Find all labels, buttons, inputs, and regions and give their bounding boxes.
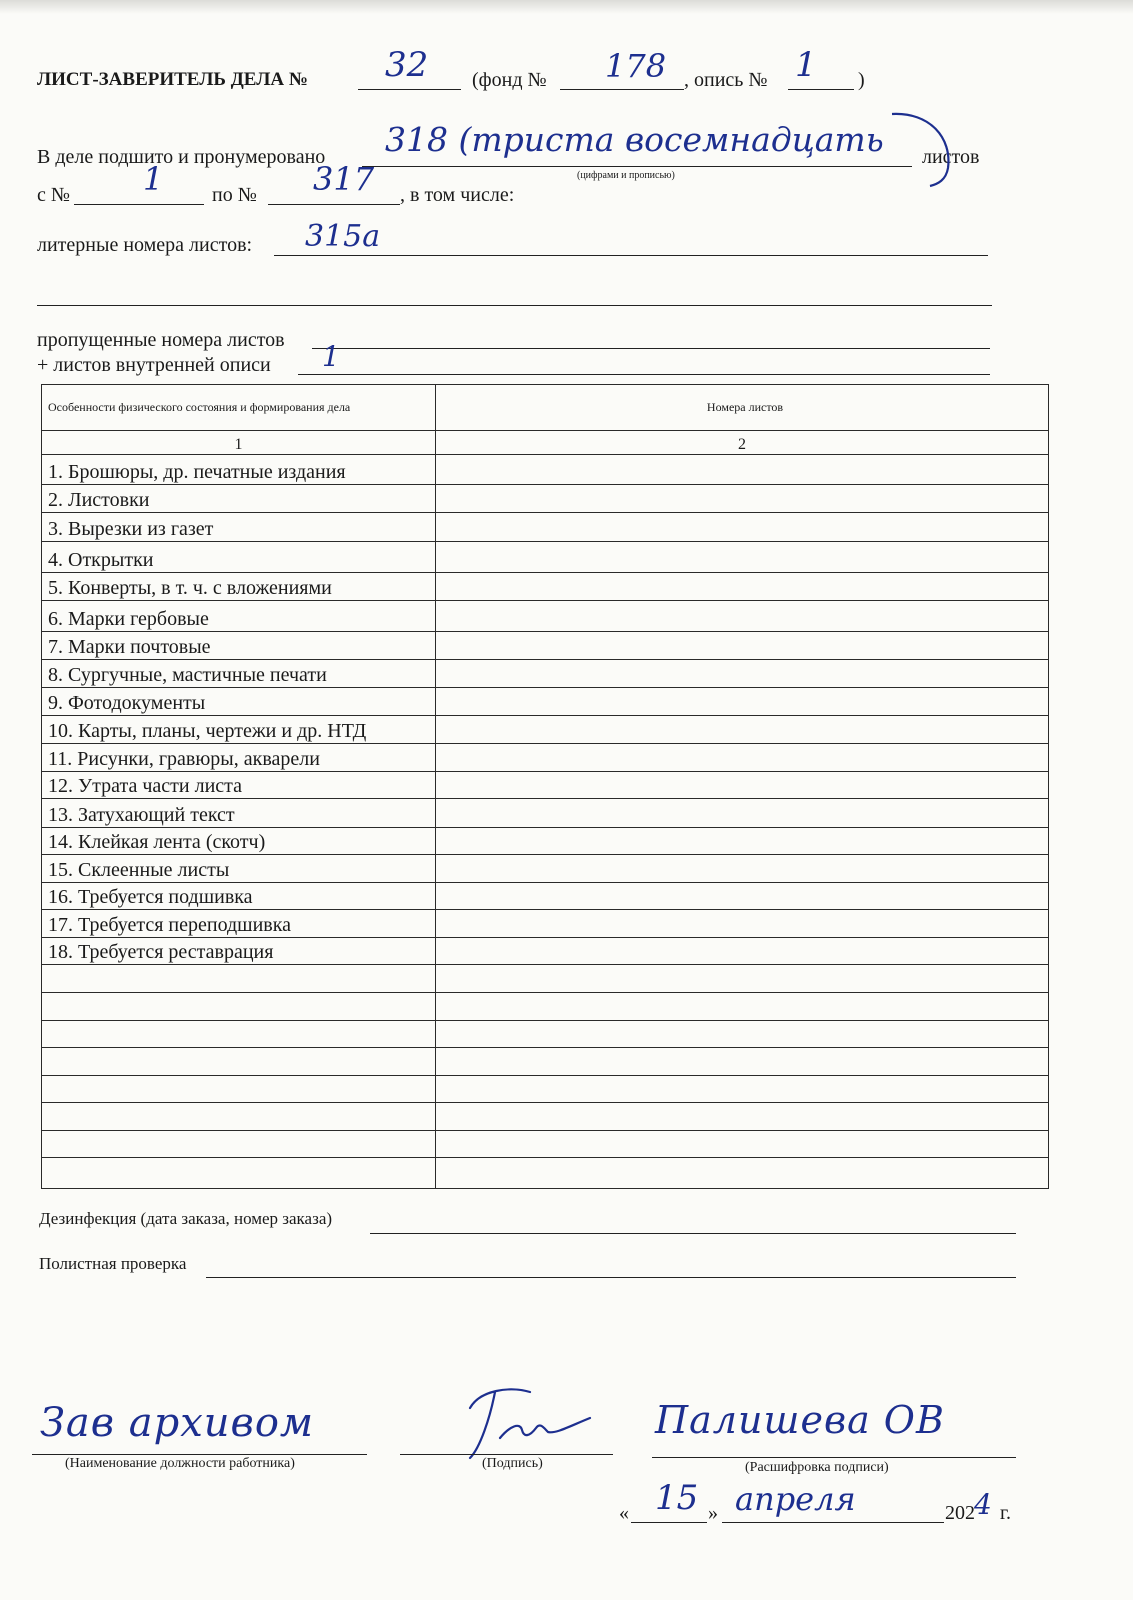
row-value xyxy=(436,601,1049,632)
col1-header: Особенности физического состояния и формирования дела xyxy=(42,385,436,431)
table-row xyxy=(42,771,1049,799)
sheets-suffix: листов xyxy=(922,146,980,168)
day-line xyxy=(631,1522,707,1523)
signature-line xyxy=(400,1454,613,1455)
row-label: 8. Сургучные, мастичные печати xyxy=(42,660,436,688)
row-label: 18. Требуется реставрация xyxy=(42,937,436,965)
row-value xyxy=(436,910,1049,938)
row-value xyxy=(436,855,1049,883)
letter-numbers-label: литерные номера листов: xyxy=(37,234,253,256)
table-row xyxy=(42,601,1049,632)
table-empty-row xyxy=(42,1020,1049,1048)
row-label: 14. Клейкая лента (скотч) xyxy=(42,827,436,855)
date-year-prefix: 202 xyxy=(945,1502,975,1524)
row-label: 12. Утрата части листа xyxy=(42,771,436,799)
letter-numbers-value: 315а xyxy=(305,219,381,254)
condition-table xyxy=(41,384,1049,1189)
sheets-count-line xyxy=(362,166,912,167)
col2-number: 2 xyxy=(436,430,1049,454)
table-row xyxy=(42,660,1049,688)
date-close-quote: » xyxy=(708,1502,718,1524)
name-handwritten: Палишева ОВ xyxy=(655,1398,945,1442)
empty-cell xyxy=(436,1020,1049,1048)
row-value xyxy=(436,512,1049,542)
table-empty-row xyxy=(42,1048,1049,1076)
fond-number-value: 178 xyxy=(605,47,667,85)
table-row xyxy=(42,631,1049,660)
row-value xyxy=(436,771,1049,799)
row-label: 4. Открытки xyxy=(42,542,436,573)
table-number-row xyxy=(42,430,1049,454)
sheets-label: В деле подшито и пронумеровано xyxy=(37,146,326,168)
empty-cell xyxy=(436,1103,1049,1131)
empty-cell xyxy=(42,1048,436,1076)
row-value xyxy=(436,484,1049,512)
opis-number-line xyxy=(788,89,854,90)
row-label: 9. Фотодокументы xyxy=(42,687,436,715)
row-value xyxy=(436,827,1049,855)
inner-inventory-label: + листов внутренней описи xyxy=(37,354,271,376)
row-label: 1. Брошюры, др. печатные издания xyxy=(42,455,436,485)
missing-line xyxy=(312,348,990,349)
row-value xyxy=(436,715,1049,744)
row-label: 15. Склеенные листы xyxy=(42,855,436,883)
to-line xyxy=(268,204,400,205)
row-label: 3. Вырезки из газет xyxy=(42,512,436,542)
case-number-value: 32 xyxy=(385,45,429,85)
row-label: 5. Конверты, в т. ч. с вложениями xyxy=(42,572,436,601)
empty-cell xyxy=(436,993,1049,1021)
row-label: 13. Затухающий текст xyxy=(42,799,436,828)
incl-label: , в том числе: xyxy=(400,184,515,206)
empty-cell xyxy=(436,965,1049,993)
empty-cell xyxy=(436,1130,1049,1158)
row-label: 11. Рисунки, гравюры, акварели xyxy=(42,744,436,772)
from-label: с № xyxy=(37,184,70,206)
from-number-value: 1 xyxy=(143,160,164,198)
date-day: 15 xyxy=(655,1478,699,1518)
date-month: апреля xyxy=(735,1480,856,1518)
table-row xyxy=(42,799,1049,828)
row-label: 6. Марки гербовые xyxy=(42,601,436,632)
table-empty-row xyxy=(42,1130,1049,1158)
col1-number: 1 xyxy=(42,430,436,454)
table-empty-row xyxy=(42,1103,1049,1131)
empty-cell xyxy=(42,1103,436,1131)
row-label: 10. Карты, планы, чертежи и др. НТД xyxy=(42,715,436,744)
row-label: 16. Требуется подшивка xyxy=(42,882,436,910)
letter-numbers-line xyxy=(274,255,988,256)
empty-cell xyxy=(42,1130,436,1158)
opis-number-value: 1 xyxy=(795,45,817,85)
row-label: 17. Требуется переподшивка xyxy=(42,910,436,938)
row-value xyxy=(436,631,1049,660)
date-year-digit: 4 xyxy=(974,1488,992,1521)
table-empty-row xyxy=(42,993,1049,1021)
table-row xyxy=(42,512,1049,542)
from-line xyxy=(74,204,204,205)
to-number-value: 317 xyxy=(313,160,375,198)
row-value xyxy=(436,882,1049,910)
table-row xyxy=(42,687,1049,715)
table-header-row xyxy=(42,385,1049,431)
title-close-paren: ) xyxy=(858,69,865,91)
empty-cell xyxy=(42,1020,436,1048)
position-handwritten: Зав архивом xyxy=(40,1400,315,1446)
date-suffix: г. xyxy=(1000,1502,1011,1524)
table-empty-row xyxy=(42,1075,1049,1103)
table-row xyxy=(42,484,1049,512)
scan-edge-shadow xyxy=(0,0,1133,14)
row-value xyxy=(436,744,1049,772)
table-row xyxy=(42,910,1049,938)
disinfection-label: Дезинфекция (дата заказа, номер заказа) xyxy=(39,1209,333,1228)
check-label: Полистная проверка xyxy=(39,1254,187,1273)
document-title: ЛИСТ-ЗАВЕРИТЕЛЬ ДЕЛА № xyxy=(37,69,308,90)
row-value xyxy=(436,572,1049,601)
table-row xyxy=(42,542,1049,573)
check-line xyxy=(206,1277,1016,1278)
to-label: по № xyxy=(212,184,257,206)
sheets-count-handwritten: 318 (триста восемнадцать xyxy=(385,120,884,159)
sheets-hint: (цифрами и прописью) xyxy=(577,170,675,181)
table-row xyxy=(42,572,1049,601)
table-row xyxy=(42,855,1049,883)
row-value xyxy=(436,660,1049,688)
position-caption: (Наименование должности работника) xyxy=(65,1456,295,1471)
table-row xyxy=(42,744,1049,772)
fond-number-line xyxy=(560,89,684,90)
month-line xyxy=(722,1522,944,1523)
blank-line xyxy=(37,305,992,306)
inner-inventory-line xyxy=(298,374,990,375)
row-value xyxy=(436,455,1049,485)
table-empty-row xyxy=(42,1158,1049,1189)
date-open-quote: « xyxy=(619,1502,629,1524)
missing-label: пропущенные номера листов xyxy=(37,329,285,351)
empty-cell xyxy=(42,1075,436,1103)
disinfection-line xyxy=(370,1233,1016,1234)
empty-cell xyxy=(436,1075,1049,1103)
fond-label: (фонд № xyxy=(472,69,547,91)
empty-cell xyxy=(42,993,436,1021)
signature-caption: (Подпись) xyxy=(482,1456,543,1471)
row-value xyxy=(436,937,1049,965)
table-empty-row xyxy=(42,965,1049,993)
case-number-line xyxy=(358,89,461,90)
col2-header: Номера листов xyxy=(436,385,1049,431)
name-line xyxy=(652,1457,1016,1458)
opis-label: , опись № xyxy=(684,69,768,91)
name-caption: (Расшифровка подписи) xyxy=(745,1460,889,1475)
position-line xyxy=(32,1454,367,1455)
table-row xyxy=(42,827,1049,855)
inner-inventory-value: 1 xyxy=(322,340,340,373)
row-value xyxy=(436,799,1049,828)
table-row xyxy=(42,937,1049,965)
sheets-bracket-stroke xyxy=(890,108,960,188)
table-row xyxy=(42,882,1049,910)
empty-cell xyxy=(436,1048,1049,1076)
row-value xyxy=(436,687,1049,715)
row-label: 7. Марки почтовые xyxy=(42,631,436,660)
row-value xyxy=(436,542,1049,573)
table-row xyxy=(42,455,1049,485)
empty-cell xyxy=(436,1158,1049,1189)
empty-cell xyxy=(42,1158,436,1189)
empty-cell xyxy=(42,965,436,993)
row-label: 2. Листовки xyxy=(42,484,436,512)
table-row xyxy=(42,715,1049,744)
